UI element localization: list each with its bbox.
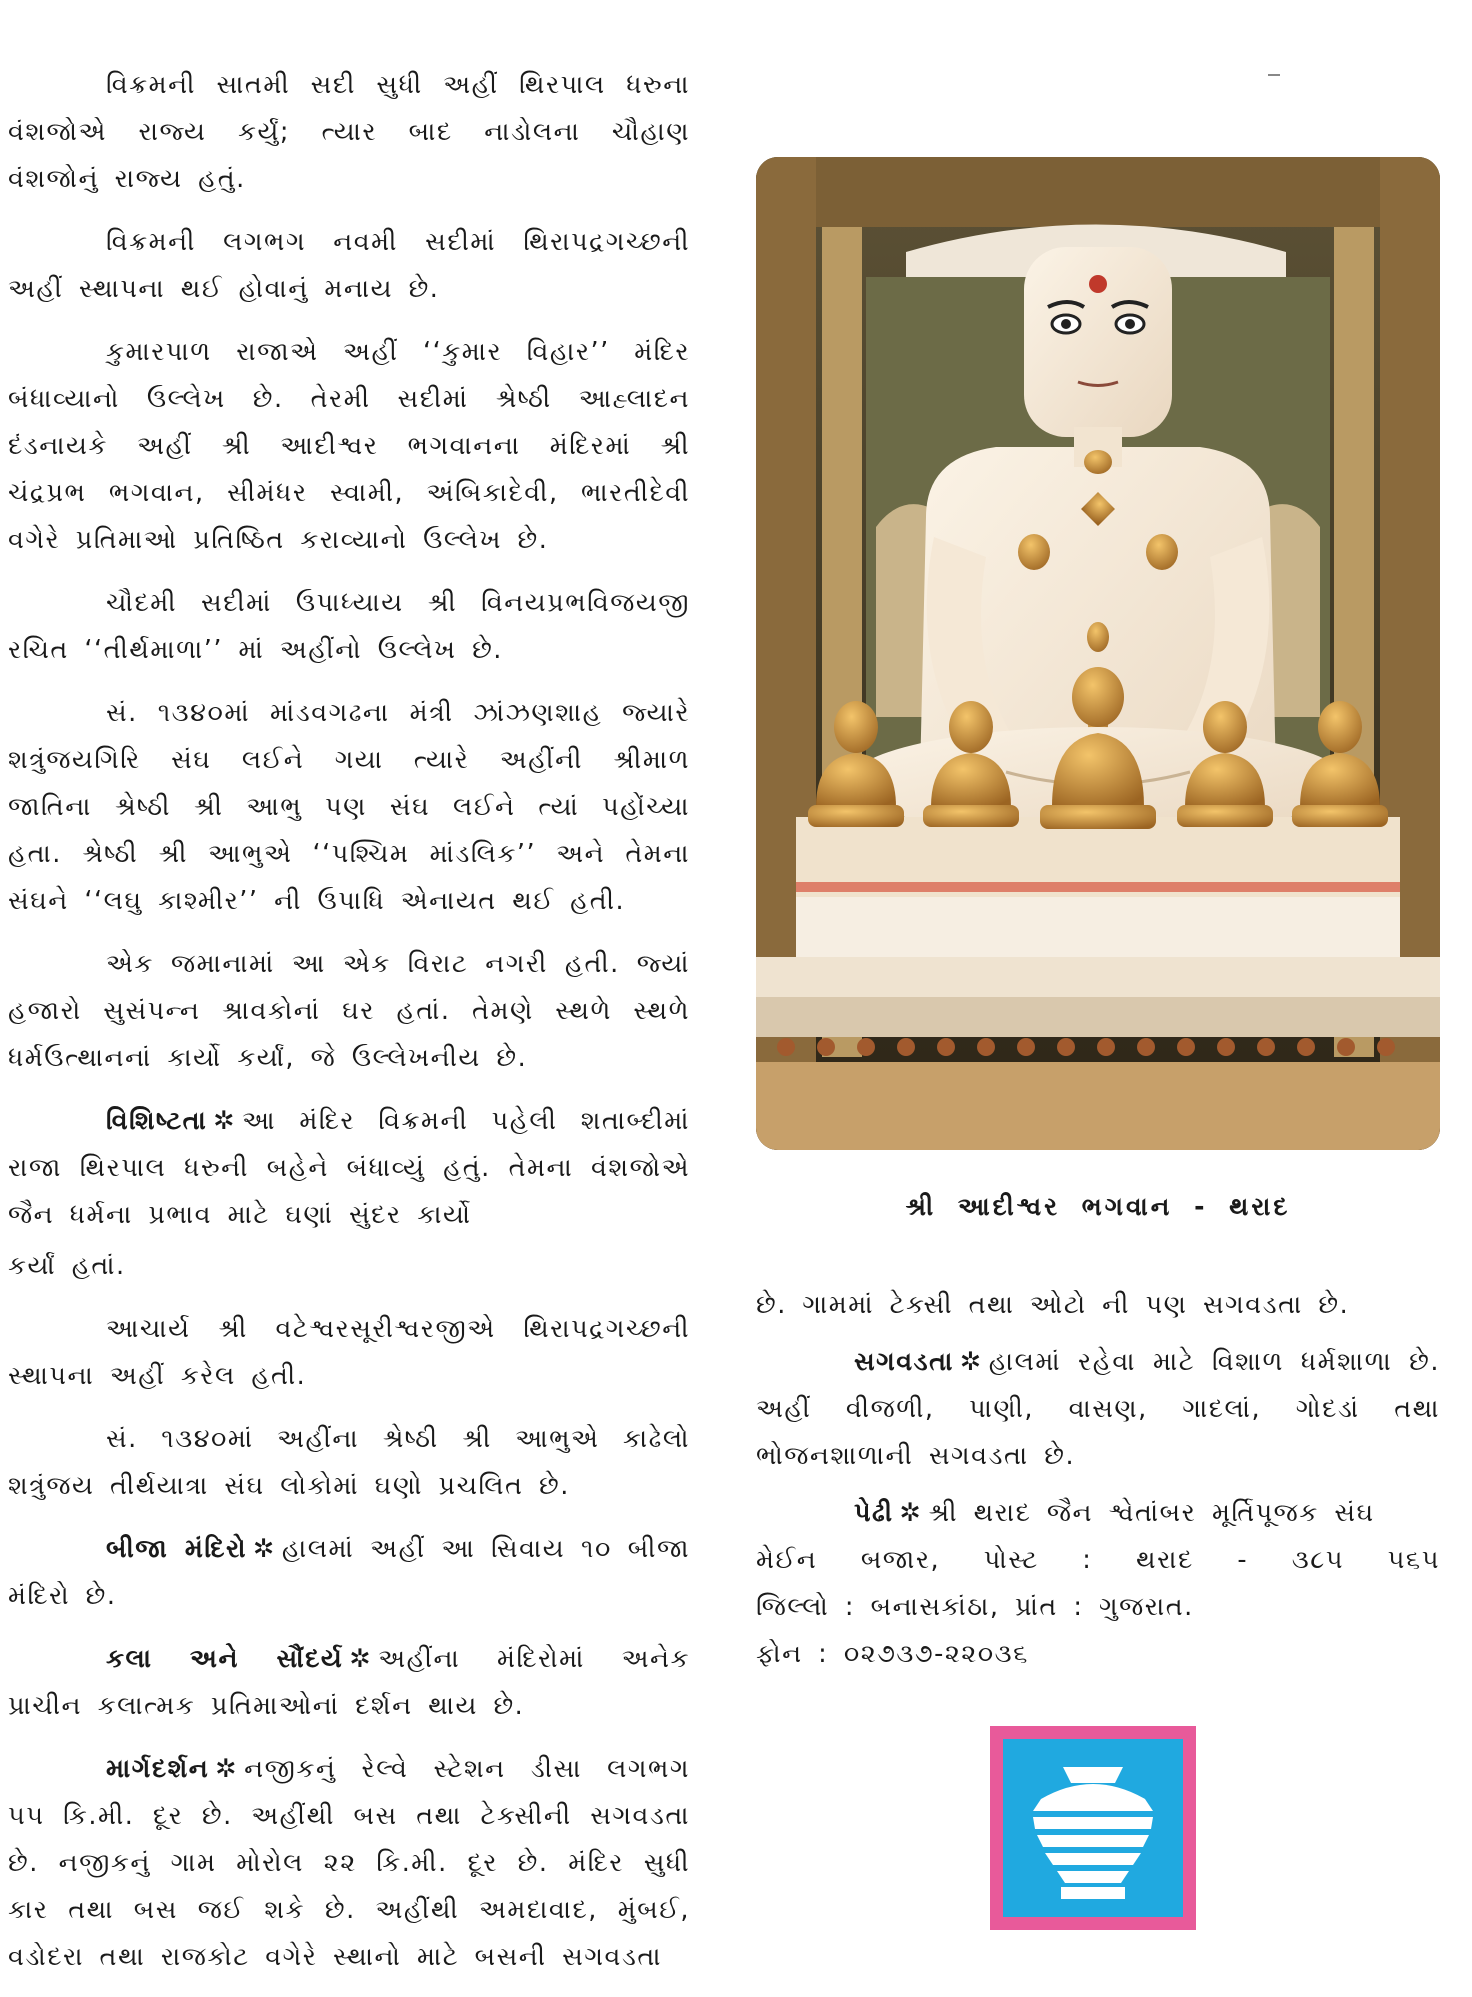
phone-line: ફોન : ૦૨૭૩૭-૨૨૦૩૬ bbox=[756, 1639, 1029, 1669]
section-body: નજીકનું રેલ્વે સ્ટેશન ડીસા લગભગ ૫૫ કિ.મી. દૂર છે. અહીંથી બસ તથા ટેક્સીની સગવડતા છે. નજીકનું ગામ મોરોલ ૨૨ કિ.મી. દૂર છે. મંદિર સુધી કાર તથા બસ જઈ શકે છે. અહીંથી અમદાવાદ, મુંબઈ, વડોદરા તથા રાજકોટ વગેરે સ્થાનો માટે બસની સગવડતા bbox=[8, 1754, 690, 1972]
star-icon: ✲ bbox=[349, 1644, 373, 1674]
idol-illustration bbox=[756, 157, 1440, 1150]
star-icon: ✲ bbox=[253, 1534, 276, 1564]
paragraph-history-3: કુમારપાળ રાજાએ અહીં ‘‘કુમાર વિહાર’’ મંદિર બંધાવ્યાનો ઉલ્લેખ છે. તેરમી સદીમાં શ્રેષ્ઠી આહ્લાદન દંડનાયકે અહીં શ્રી આદીશ્વર ભગવાનના મંદિરમાં શ્રી ચંદ્રપ્રભ ભગવાન, સીમંધર સ્વામી, અંબિકાદેવી, ભારતીદેવી વગેરે પ્રતિમાઓ પ્રતિષ્ઠિત કરાવ્યાનો ઉલ્લેખ છે. bbox=[8, 337, 690, 555]
paragraph-history-2: વિક્રમની લગભગ નવમી સદીમાં થિરાપદ્રગચ્છની અહીં સ્થાપના થઈ હોવાનું મનાય છે. bbox=[8, 227, 690, 304]
star-icon: ✲ bbox=[959, 1347, 983, 1377]
photo-caption: શ્રી આદીશ્વર ભગવાન - થરાદ bbox=[905, 1192, 1291, 1221]
address-line-1 bbox=[756, 1537, 1440, 1584]
star-icon: ✲ bbox=[215, 1754, 239, 1784]
address-word: ૫૬૫ bbox=[1387, 1545, 1440, 1575]
section-heading: બીજા મંદિરો bbox=[106, 1534, 248, 1564]
left-column bbox=[8, 62, 690, 1997]
section-body: હાલમાં રહેવા માટે વિશાળ ધર્મશાળા છે. અહીં વીજળી, પાણી, વાસણ, ગાદલાં, ગોદડાં તથા ભોજનશાળાની સગવડતા છે. bbox=[756, 1347, 1440, 1471]
section-heading: માર્ગદર્શન bbox=[106, 1754, 210, 1784]
section-heading: કલા અને સૌંદર્ય bbox=[106, 1644, 344, 1674]
star-icon: ✲ bbox=[899, 1498, 923, 1528]
section-heading: વિશિષ્ટતા bbox=[106, 1106, 208, 1136]
address-word: : bbox=[1082, 1545, 1093, 1575]
paragraph-history-6: એક જમાનામાં આ એક વિરાટ નગરી હતી. જ્યાં હજારો સુસંપન્ન શ્રાવકોનાં ઘર હતાં. તેમણે સ્થળે સ્થળે ધર્મઉત્થાનનાં કાર્યો કર્યાં, જે ઉલ્લેખનીય છે. bbox=[8, 949, 690, 1073]
paragraph-pilgrimage: સં. ૧૩૪૦માં અહીંના શ્રેષ્ઠી શ્રી આભુએ કાઢેલો શત્રુંજય તીર્થયાત્રા સંઘ લોકોમાં ઘણો પ્રચલિત છે. bbox=[8, 1424, 690, 1501]
section-other-temples bbox=[8, 1526, 690, 1620]
trust-name: શ્રી થરાદ જૈન શ્વેતાંબર મૂર્તિપૂજક સંઘ bbox=[928, 1498, 1375, 1528]
idol-photo bbox=[756, 157, 1440, 1150]
paragraph-founding: આચાર્ય શ્રી વટેશ્વરસૂરીશ્વરજીએ થિરાપદ્રગચ્છની સ્થાપના અહીં કરેલ હતી. bbox=[8, 1314, 690, 1391]
address-word: બજાર, bbox=[860, 1545, 941, 1575]
address-word: ૩૮૫ bbox=[1291, 1545, 1345, 1575]
address-word: મેઈન bbox=[756, 1545, 818, 1575]
kalash-drawing bbox=[1003, 1739, 1183, 1917]
section-heading: પેઢી bbox=[854, 1498, 894, 1528]
section-body: આ મંદિર વિક્રમની પહેલી શતાબ્દીમાં રાજા થિરપાલ ધરુની બહેને બંધાવ્યું હતું. તેમના વંશજોએ જૈન ધર્મના પ્રભાવ માટે ઘણાં સુંદર કાર્યો bbox=[8, 1106, 690, 1230]
paragraph-continuation: છે. ગામમાં ટેક્સી તથા ઓટો ની પણ સગવડતા છે. bbox=[756, 1290, 1350, 1320]
address-word: થરાદ bbox=[1136, 1545, 1194, 1575]
paragraph-history-5: સં. ૧૩૪૦માં માંડવગઢના મંત્રી ઝાંઝણશાહ જ્યારે શત્રુંજયગિરિ સંઘ લઈને ગયા ત્યારે અહીંની શ્રીમાળ જાતિના શ્રેષ્ઠી શ્રી આભુ પણ સંઘ લઈને ત્યાં પહોંચ્યા હતા. શ્રેષ્ઠી શ્રી આભુએ ‘‘પશ્ચિમ માંડલિક’’ અને તેમના સંઘને ‘‘લઘુ કાશ્મીર’’ ની ઉપાધિ એનાયત થઈ હતી. bbox=[8, 698, 690, 916]
jain-kalash-icon bbox=[990, 1726, 1196, 1930]
address-word: પોસ્ટ bbox=[983, 1545, 1039, 1575]
section-body: હાલમાં અહીં આ સિવાય ૧૦ બીજા મંદિરો છે. bbox=[8, 1534, 690, 1611]
section-facilities bbox=[756, 1339, 1440, 1480]
margin-mark bbox=[1268, 74, 1280, 76]
right-column bbox=[756, 1282, 1440, 1678]
section-art-beauty bbox=[8, 1636, 690, 1730]
address-line-2: જિલ્લો : બનાસકાંઠા, પ્રાંત : ગુજરાત. bbox=[756, 1592, 1194, 1622]
section-specialty-tail: કર્યાં હતાં. bbox=[8, 1251, 126, 1281]
section-heading: સગવડતા bbox=[854, 1347, 954, 1377]
emblem-panel bbox=[1003, 1739, 1183, 1917]
address-word: - bbox=[1237, 1545, 1249, 1575]
section-trust bbox=[756, 1490, 1440, 1678]
section-directions bbox=[8, 1746, 690, 1981]
paragraph-history-4: ચૌદમી સદીમાં ઉપાધ્યાય શ્રી વિનયપ્રભવિજયજી રચિત ‘‘તીર્થમાળા’’ માં અહીંનો ઉલ્લેખ છે. bbox=[8, 588, 690, 665]
paragraph-history-1: વિક્રમની સાતમી સદી સુધી અહીં થિરપાલ ધરુના વંશજોએ રાજ્ય કર્યું; ત્યાર બાદ નાડોલના ચૌહાણ વંશજોનું રાજ્ય હતું. bbox=[8, 70, 690, 194]
section-body: અહીંના મંદિરોમાં અનેક પ્રાચીન કલાત્મક પ્રતિમાઓનાં દર્શન થાય છે. bbox=[8, 1644, 690, 1721]
section-specialty bbox=[8, 1098, 690, 1239]
star-icon: ✲ bbox=[213, 1106, 237, 1136]
trust-line bbox=[756, 1490, 1440, 1537]
